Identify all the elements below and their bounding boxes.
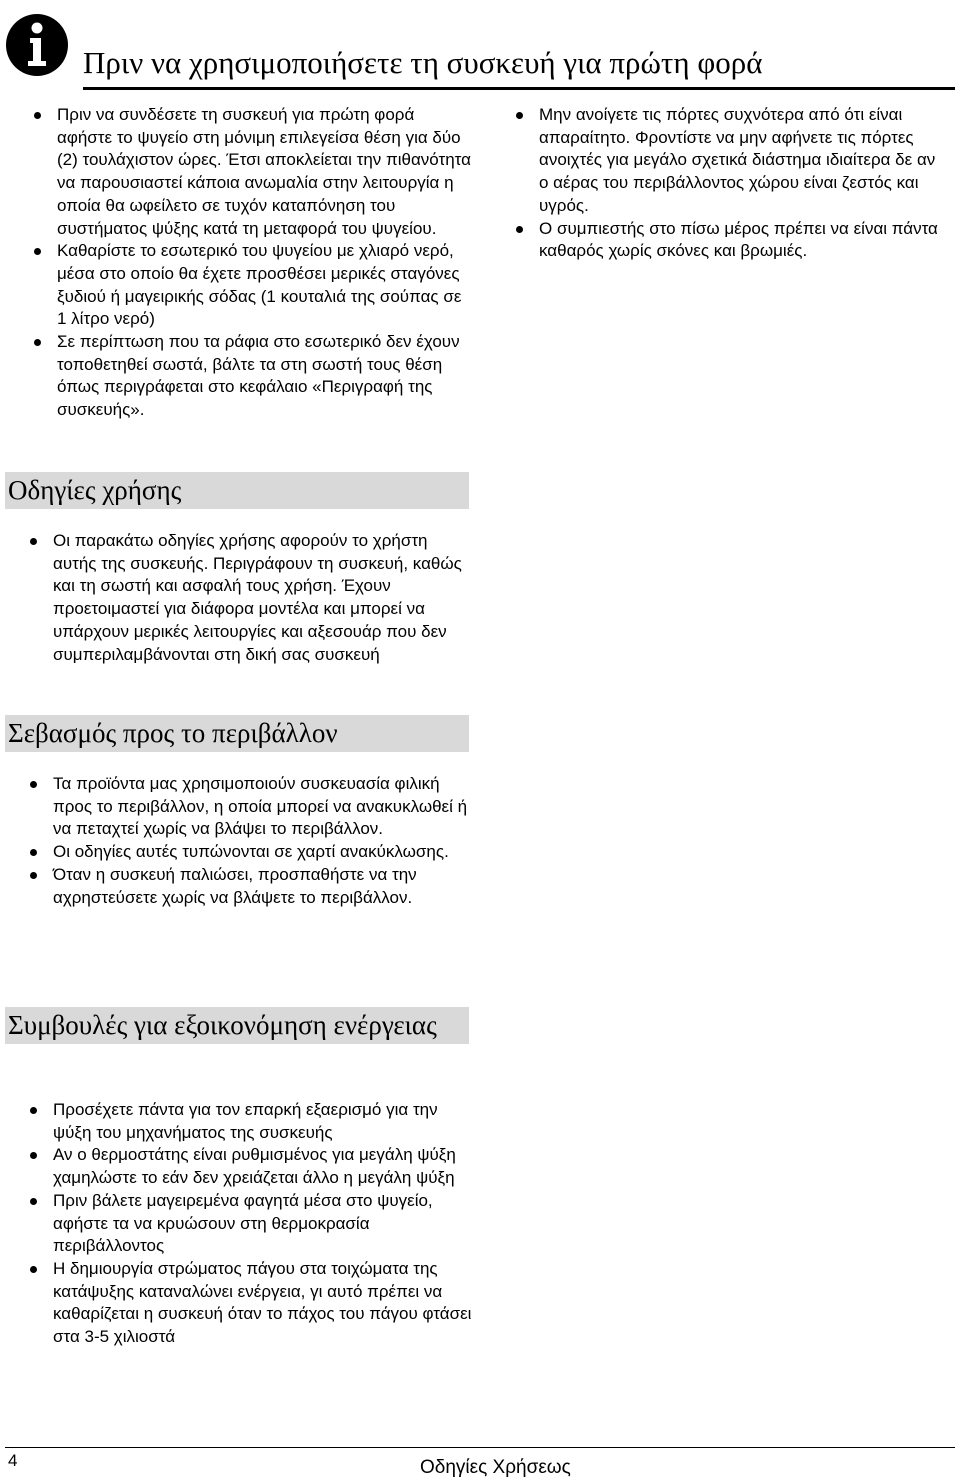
instructions-list — [28, 530, 472, 666]
section-heading-instructions: Οδηγίες χρήσης — [5, 472, 469, 509]
first-use-list — [32, 104, 472, 422]
first-use-right-column — [514, 104, 944, 263]
energy-column — [28, 1099, 474, 1349]
list-item: Σε περίπτωση που τα ράφια στο εσωτερικό δεν έχουν τοποθετηθεί σωστά, βάλτε τα στη σωστή τους θέση όπως περιγράφεται στο κεφάλαιο «Περιγραφή της συσκευής». — [32, 331, 472, 422]
list-item: Μην ανοίγετε τις πόρτες συχνότερα από ότι είναι απαραίτητο. Φροντίστε να μην αφήνετε τις πόρτες ανοιχτές για μεγάλο σχετικά διάστημα ιδιαίτερα δε αν ο αέρας του περιβάλλοντος χώρου είναι ζεστός και υγρός. — [514, 104, 944, 218]
first-use-right-list — [514, 104, 944, 263]
section-heading-environment: Σεβασμός προς το περιβάλλον — [5, 715, 469, 752]
footer-title: Οδηγίες Χρήσεως — [420, 1457, 571, 1478]
list-item: Πριν να συνδέσετε τη συσκευή για πρώτη φορά αφήστε το ψυγείο στη μόνιμη επιλεγείσα θέση για δύο (2) τουλάχιστον ώρες. Έτσι αποκλείεται την πιθανότητα να παρουσιαστεί κάποια ανωμαλία στην λειτουργία η οποία θα ωφείλετο σε τυχόν καταπόνηση του συστήματος ψύξης κατά τη μεταφορά του ψυγείου. — [32, 104, 472, 240]
info-icon — [5, 13, 69, 77]
page-title: Πριν να χρησιμοποιήσετε τη συσκευή για πρώτη φορά — [83, 45, 763, 80]
environment-column — [28, 773, 468, 909]
list-item: Πριν βάλετε μαγειρεμένα φαγητά μέσα στο ψυγείο, αφήστε τα να κρυώσουν στη θερμοκρασία περιβάλλοντος — [28, 1190, 474, 1258]
list-item: Ο συμπιεστής στο πίσω μέρος πρέπει να είναι πάντα καθαρός χωρίς σκόνες και βρωμιές. — [514, 218, 944, 263]
first-use-left-column — [32, 104, 472, 422]
list-item: Τα προϊόντα μας χρησιμοποιούν συσκευασία φιλική προς το περιβάλλον, η οποία μπορεί να ανακυκλωθεί ή να πεταχτεί χωρίς να βλάψει το περιβάλλον. — [28, 773, 468, 841]
list-item: Όταν η συσκευή παλιώσει, προσπαθήστε να την αχρηστεύσετε χωρίς να βλάψετε το περιβάλλον. — [28, 864, 468, 909]
footer-divider — [5, 1447, 955, 1448]
list-item: Αν ο θερμοστάτης είναι ρυθμισμένος για μεγάλη ψύξη χαμηλώστε το εάν δεν χρειάζεται άλλο η μεγάλη ψύξη — [28, 1144, 474, 1189]
page-number: 4 — [8, 1451, 18, 1470]
energy-list — [28, 1099, 474, 1349]
list-item: Καθαρίστε το εσωτερικό του ψυγείου με χλιαρό νερό, μέσα στο οποίο θα έχετε προσθέσει μερικές σταγόνες ξυδιού ή μαγειρικής σόδας (1 κουταλιά της σούπας σε 1 λίτρο νερό) — [32, 240, 472, 331]
list-item: Οι οδηγίες αυτές τυπώνονται σε χαρτί ανακύκλωσης. — [28, 841, 468, 864]
instructions-column — [28, 530, 472, 666]
list-item: Προσέχετε πάντα για τον επαρκή εξαερισμό για την ψύξη του μηχανήματος της συσκευής — [28, 1099, 474, 1144]
list-item: Οι παρακάτω οδηγίες χρήσης αφορούν το χρήστη αυτής της συσκευής. Περιγράφουν τη συσκευή, καθώς και τη σωστή και ασφαλή τους χρήση. Έχουν προετοιμαστεί για διάφορα μοντέλα και μπορεί να υπάρχουν μερικές λειτουργίες και αξεσουάρ που δεν συμπεριλαμβάνονται στη δική σας συσκευή — [28, 530, 472, 666]
section-heading-energy: Συμβουλές για εξοικονόμηση ενέργειας — [5, 1007, 469, 1044]
list-item: Η δημιουργία στρώματος πάγου στα τοιχώματα της κατάψυξης καταναλώνει ενέργεια, γι αυτό πρέπει να καθαρίζεται η συσκευή όταν το πάχος του πάγου φτάσει στα 3-5 χιλιοστά — [28, 1258, 474, 1349]
header-divider — [83, 87, 955, 90]
page-header — [5, 5, 955, 95]
environment-list — [28, 773, 468, 909]
